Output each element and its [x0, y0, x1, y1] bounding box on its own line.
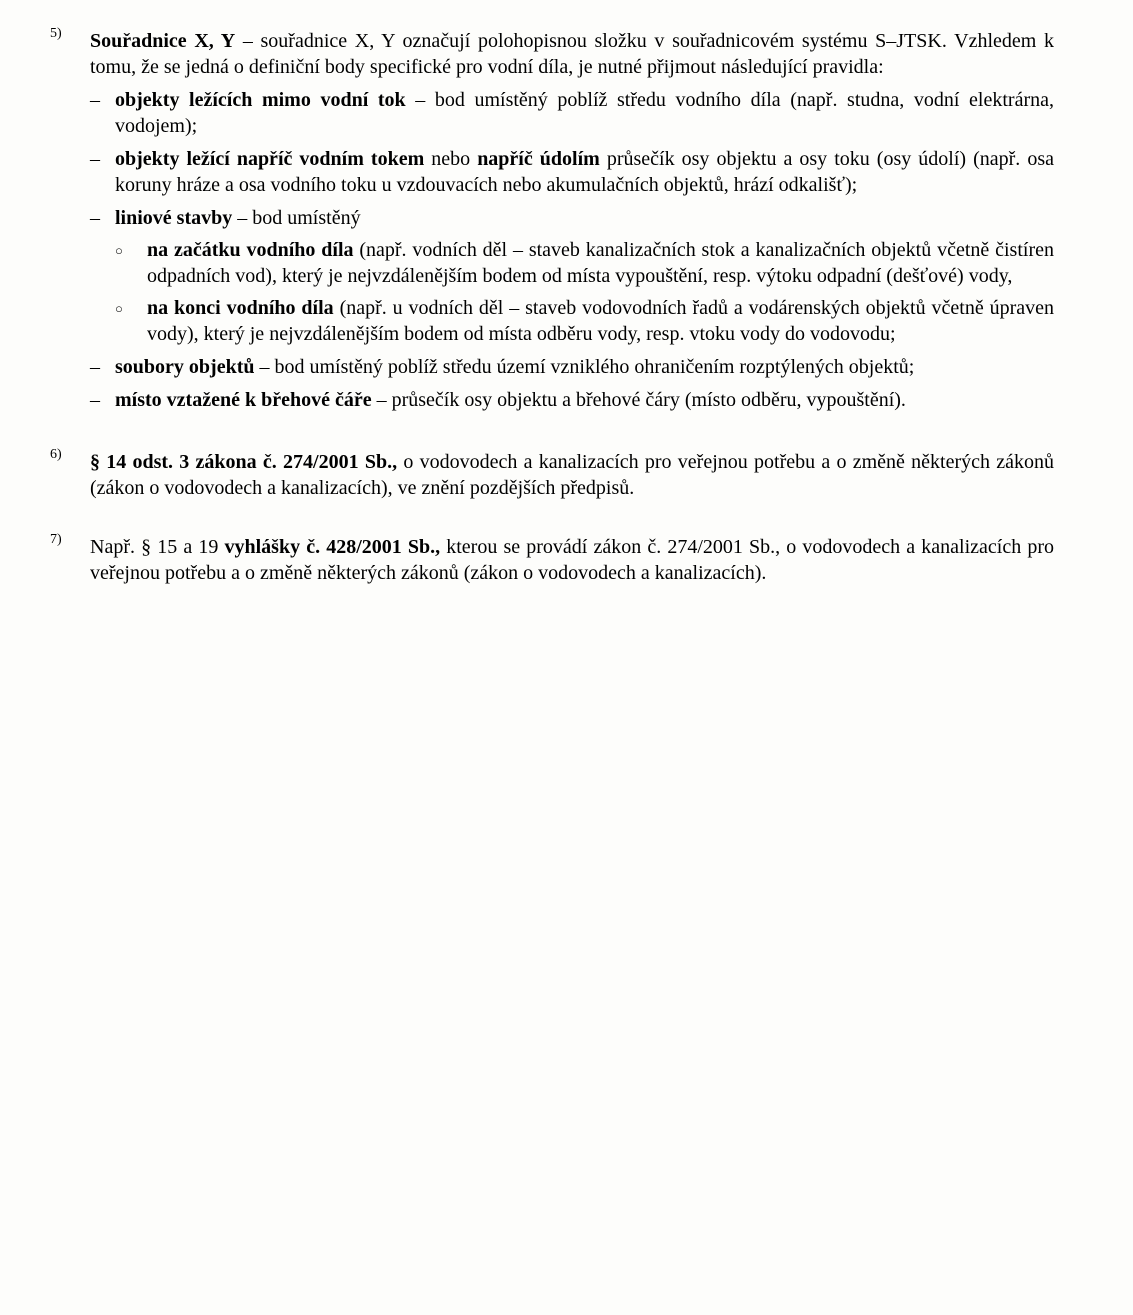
text-segment-bold: na konci vodního díla: [147, 297, 334, 319]
text-segment: – souřadnice X, Y označují polohopisnou složku v souřadnicovém systému S–JTSK. Vzhledem k tomu, že se jedná o definiční body specifické pro vodní díla, je nutné přijmout následující pravidla:: [90, 30, 1055, 78]
text-segment: (např. u vodních děl – staveb vodovodních řadů a vodárenských objektů včetně úpraven vody), který je nejvzdálenějším bodem od místa odběru vody, resp. vtoku vody do vodovodu;: [147, 297, 1055, 345]
footnote-5-marker: 5): [50, 26, 62, 41]
sub-bullet-text: [147, 295, 1054, 347]
text-segment: nebo: [424, 148, 478, 170]
circle-bullet-icon: ○: [115, 301, 123, 316]
dash-bullet-icon: –: [90, 207, 100, 229]
footnote-7: [50, 534, 1054, 586]
bullet-text: [115, 205, 1054, 231]
text-segment: o vodovodech a kanalizacích pro veřejnou potřebu a o změně některých zákonů (zákon o vodovodech a kanalizacích), ve znění pozdějších předpisů.: [90, 451, 1054, 499]
bullet-item-liniove-stavby: [90, 205, 1054, 347]
dash-bullet-icon: –: [90, 389, 100, 411]
footnote-7-body: [90, 534, 1054, 586]
sub-bullet-item-konec-vodniho-dila: [115, 295, 1054, 347]
circle-bullet-icon: ○: [115, 243, 123, 258]
text-segment: průsečík osy objektu a osy toku (osy údolí) (např. osa koruny hráze a osa vodního toku u vzdouvacích nebo akumulačních objektů, hrází odkališť);: [115, 148, 1054, 196]
sub-bullet-text: [147, 237, 1054, 289]
text-segment: – bod umístěný poblíž středu vodního díla (např. studna, vodní elektrárna, vodojem);: [115, 89, 1054, 137]
text-segment-bold: liniové stavby: [115, 207, 233, 229]
bullet-text: [115, 146, 1054, 198]
bullet-item-misto-vztazene: [90, 387, 1054, 413]
bullet-text: [115, 87, 1054, 139]
footnote-5-body: [90, 28, 1054, 413]
bullet-body: [115, 205, 1054, 347]
text-segment: – bod umístěný: [232, 207, 361, 229]
text-segment: kterou se provádí zákon č. 274/2001 Sb., o vodovodech a kanalizacích pro veřejnou potřebu a o změně některých zákonů (zákon o vodovodech a kanalizacích).: [90, 536, 1054, 584]
text-segment-bold: napříč údolím: [477, 148, 600, 170]
footnote-6-marker: 6): [50, 447, 62, 462]
text-segment: (např. vodních děl – staveb kanalizačních stok a kanalizačních objektů včetně čistíren odpadních vod), který je nejvzdálenějším bodem od místa vypouštění, resp. výtoku odpadní (dešťové) vody,: [147, 239, 1054, 287]
footnote-6-text: [90, 449, 1054, 501]
text-segment-bold: na začátku vodního díla: [147, 239, 354, 261]
footnote-5: [50, 28, 1054, 413]
text-segment: – bod umístěný poblíž středu území vzniklého ohraničením rozptýlených objektů;: [254, 356, 915, 378]
bullet-item-objekty-napric-tokem: [90, 146, 1054, 198]
text-segment-bold: místo vztažené k břehové čáře: [115, 389, 372, 411]
text-segment-bold: soubory objektů: [115, 356, 255, 378]
footnote-6: [50, 449, 1054, 501]
dash-bullet-icon: –: [90, 89, 100, 111]
dash-bullet-icon: –: [90, 148, 100, 170]
footnote-6-body: [90, 449, 1054, 501]
footnote-7-marker: 7): [50, 532, 62, 547]
text-segment-bold: § 14 odst. 3 zákona č. 274/2001 Sb.,: [90, 451, 398, 473]
dash-bullet-icon: –: [90, 356, 100, 378]
text-segment-bold: Souřadnice X, Y: [90, 30, 236, 52]
text-segment-bold: objekty ležících mimo vodní tok: [115, 89, 406, 111]
footnote-5-intro: [90, 28, 1054, 80]
bullet-text: [115, 354, 1054, 380]
sub-bullet-item-zacatek-vodniho-dila: [115, 237, 1054, 289]
bullet-item-soubory-objektu: [90, 354, 1054, 380]
text-segment-bold: vyhlášky č. 428/2001 Sb.,: [224, 536, 441, 558]
bullet-item-objekty-mimo-tok: [90, 87, 1054, 139]
bullet-text: [115, 387, 1054, 413]
text-segment: Např. § 15 a 19: [90, 536, 225, 558]
footnote-7-text: [90, 534, 1054, 586]
text-segment-bold: objekty ležící napříč vodním tokem: [115, 148, 425, 170]
text-segment: – průsečík osy objektu a břehové čáry (místo odběru, vypouštění).: [371, 389, 906, 411]
